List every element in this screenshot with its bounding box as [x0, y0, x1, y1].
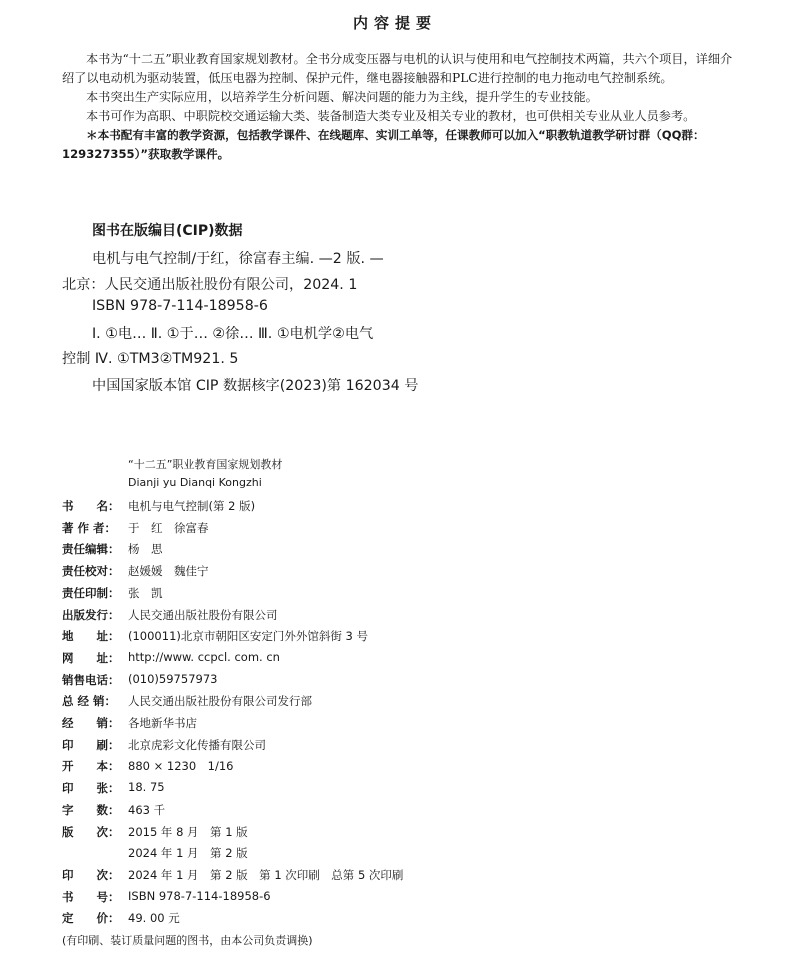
book-info-value: 2024 年 1 月 第 2 版 — [128, 846, 248, 861]
book-info-row — [62, 650, 280, 666]
book-info-value: 49. 00 元 — [128, 911, 180, 926]
book-info-value: 于 红 徐富春 — [128, 520, 209, 535]
book-info-value: 人民交通出版社股份有限公司 — [128, 607, 278, 622]
title-pinyin: Dianji yu Dianqi Kongzhi — [128, 476, 262, 489]
book-info-label: 印 张： — [62, 781, 120, 796]
book-info-row — [62, 867, 403, 883]
summary-title: 内容提要 — [352, 14, 437, 32]
book-info-value: 人民交通出版社股份有限公司发行部 — [128, 694, 312, 709]
book-info-row — [62, 498, 255, 514]
book-info-row — [62, 824, 248, 840]
summary-paragraph-1: 本书为“十二五”职业教育国家规划教材。全书分成变压器与电机的认识与使用和电气控制技术两篇，共六个项目，详细介绍了以电动机为驱动装置，低压电器为控制、保护元件，继电器接触器和PLC进行控制的电力拖动电气控制系统。 — [62, 52, 733, 85]
book-info-value: 463 千 — [128, 802, 166, 817]
book-info-label: 销售电话： — [62, 672, 120, 687]
book-info-label: 印 刷： — [62, 737, 120, 752]
book-info-row — [62, 693, 312, 709]
book-info-label: 总 经 销： — [62, 694, 117, 709]
book-info-label: 版 次： — [62, 824, 120, 839]
book-info-value: 18. 75 — [128, 780, 165, 795]
cip-line-4: Ⅰ. ①电… Ⅱ. ①于… ②徐… Ⅲ. ①电机学②电气 — [92, 326, 374, 342]
book-info-value: 张 凯 — [128, 585, 163, 600]
book-info-row — [62, 758, 234, 774]
book-info-label: 责任编辑： — [62, 542, 120, 557]
book-info-row — [62, 802, 165, 818]
book-info-value: ISBN 978-7-114-18958-6 — [128, 888, 271, 903]
book-info-value: 赵媛媛 魏佳宁 — [128, 564, 209, 579]
book-info-row — [62, 563, 209, 579]
book-info-label: 开 本： — [62, 759, 120, 774]
cip-line-1: 电机与电气控制/于红，徐富春主编. —2 版. — — [92, 251, 384, 267]
cip-heading: 图书在版编目(CIP)数据 — [92, 223, 243, 239]
book-info-label: 定 价： — [62, 911, 120, 926]
book-info-label: 经 销： — [62, 716, 120, 730]
book-info-value: (010)59757973 — [128, 671, 218, 686]
book-info-row — [62, 715, 197, 731]
book-info-row — [62, 780, 165, 796]
book-info-label — [62, 845, 128, 861]
book-info-label: 地 址： — [62, 629, 120, 644]
book-info-row — [62, 585, 163, 601]
book-info-label: 网 址： — [62, 650, 120, 665]
book-info-value: 2015 年 8 月 第 1 版 — [128, 824, 248, 839]
quality-footnote: (有印刷、装订质量问题的图书，由本公司负责调换) — [62, 934, 313, 947]
book-info-row — [62, 910, 180, 926]
book-info-label: 著 作 者： — [62, 520, 117, 535]
book-info-label: 责任印制： — [62, 585, 120, 600]
series-name: “十二五”职业教育国家规划教材 — [128, 458, 283, 471]
book-info-value: 880 × 1230 1/16 — [128, 759, 234, 774]
cip-record-number: 中国国家版本馆 CIP 数据核字(2023)第 162034 号 — [92, 378, 419, 394]
book-info-value: 各地新华书店 — [128, 716, 197, 730]
cip-line-2: 北京：人民交通出版社股份有限公司，2024. 1 — [62, 277, 358, 293]
book-info-label: 书 名： — [62, 499, 120, 513]
book-info-row — [62, 672, 217, 688]
book-info-value: 杨 思 — [128, 542, 163, 557]
book-info-value: 2024 年 1 月 第 2 版 第 1 次印刷 总第 5 次印刷 — [128, 867, 404, 882]
book-info-row — [62, 520, 209, 536]
book-info-label: 出版发行： — [62, 607, 120, 622]
book-info-value: http://www. ccpcl. com. cn — [128, 649, 280, 664]
book-info-row — [62, 737, 266, 753]
summary-body — [62, 50, 734, 164]
book-info-row — [62, 845, 248, 861]
book-info-label: 字 数： — [62, 802, 120, 817]
book-info-row — [62, 889, 271, 905]
book-info-row — [62, 628, 368, 644]
summary-paragraph-3: 本书可作为高职、中职院校交通运输大类、装备制造大类专业及相关专业的教材，也可供相关专业从业人员参考。 — [86, 109, 696, 123]
book-info-row — [62, 541, 163, 557]
book-info-value: 北京虎彩文化传播有限公司 — [128, 737, 266, 752]
summary-paragraph-4: ＊本书配有丰富的教学资源，包括教学课件、在线题库、实训工单等，任课教师可以加入“职教轨道教学研讨群（QQ群：129327355）”获取教学课件。 — [62, 128, 705, 161]
book-info-label: 书 号： — [62, 889, 120, 904]
book-info-value: (100011)北京市朝阳区安定门外外馆斜街 3 号 — [128, 629, 368, 644]
book-info-row — [62, 607, 278, 623]
cip-line-5: 控制 Ⅳ. ①TM3②TM921. 5 — [62, 351, 239, 367]
summary-paragraph-2: 本书突出生产实际应用，以培养学生分析问题、解决问题的能力为主线，提升学生的专业技能。 — [86, 90, 598, 104]
book-info-value: 电机与电气控制(第 2 版) — [128, 499, 256, 513]
book-info-label: 印 次： — [62, 867, 120, 882]
cip-isbn: ISBN 978-7-114-18958-6 — [92, 298, 268, 314]
book-info-label: 责任校对： — [62, 564, 120, 579]
